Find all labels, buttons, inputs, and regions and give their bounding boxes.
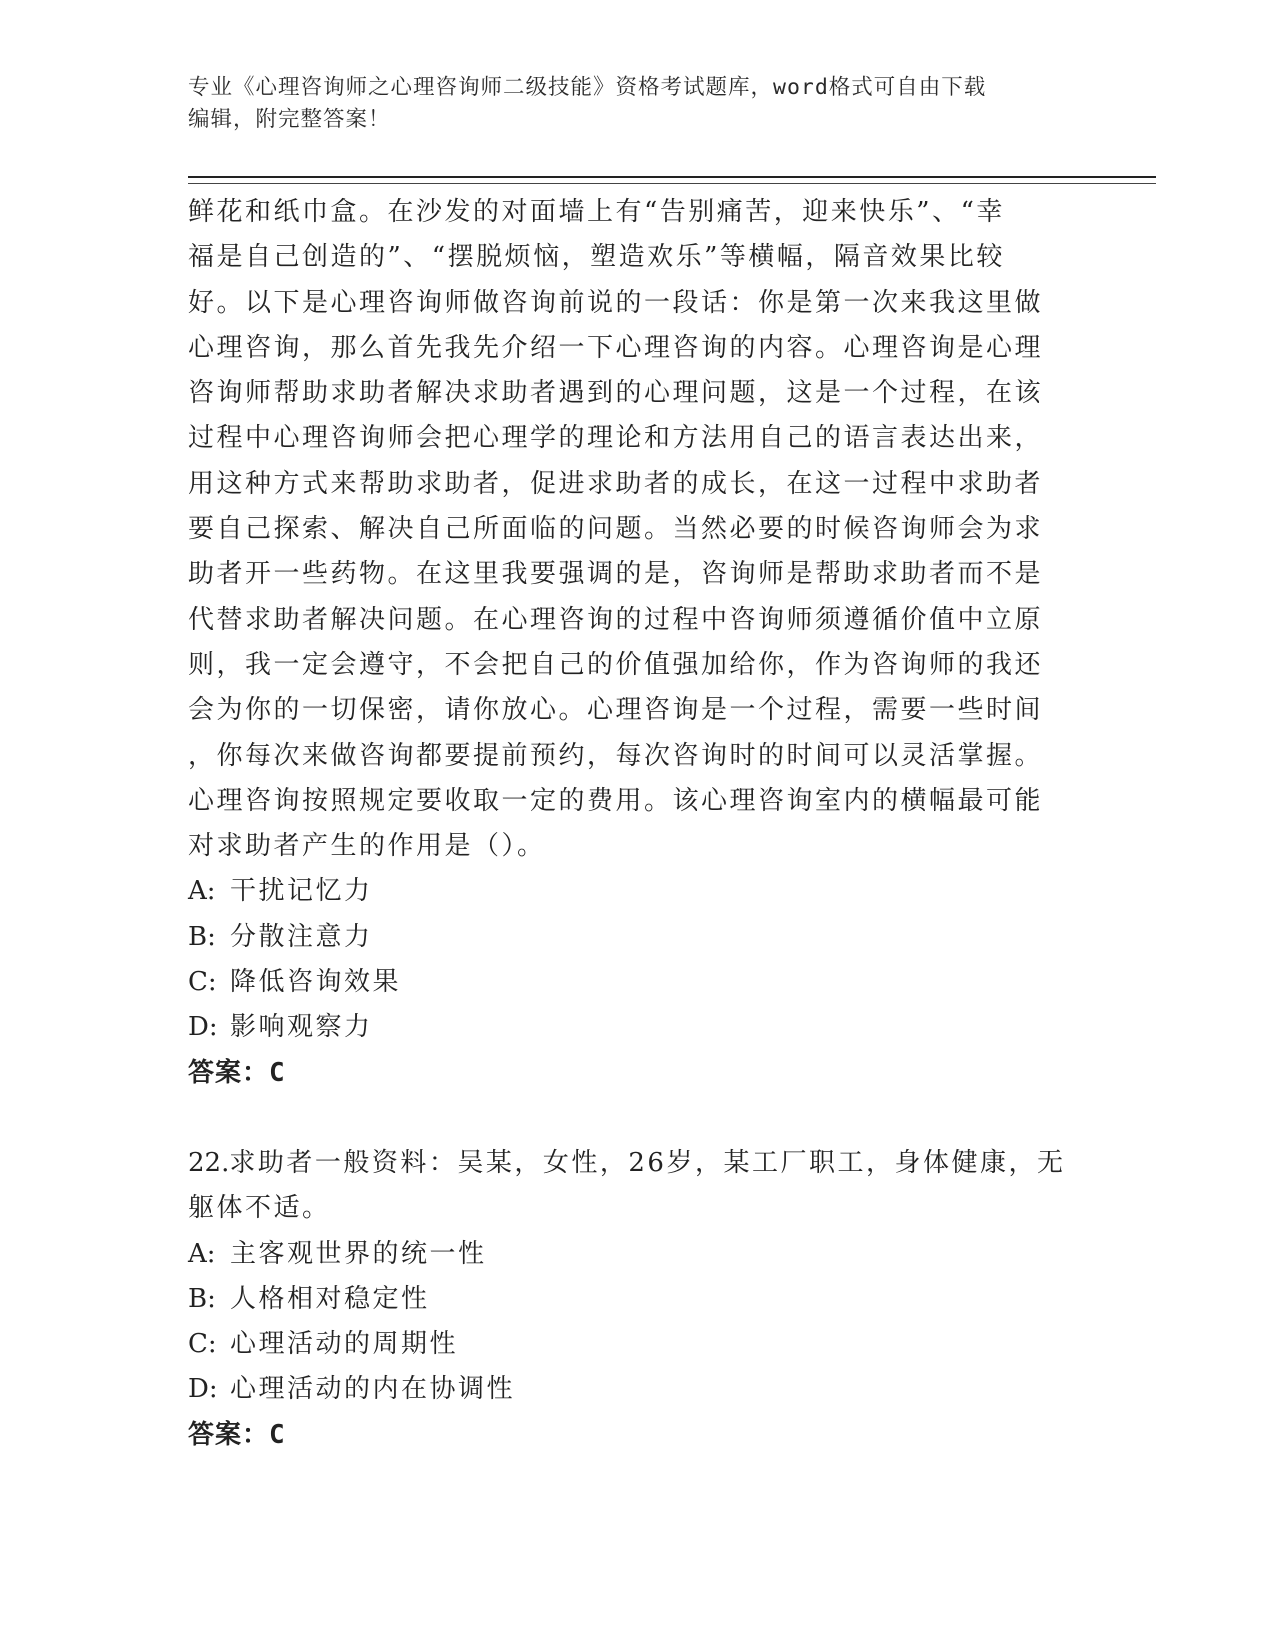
- answer-label: 答案：: [188, 1419, 270, 1450]
- option-letter: D:: [188, 1012, 218, 1043]
- option-letter: A:: [188, 876, 216, 907]
- option-text: 主客观世界的统一性: [230, 1238, 487, 1269]
- stem-line: 鲜花和纸巾盒。在沙发的对面墙上有“告别痛苦，迎来快乐”、“幸: [188, 197, 1005, 227]
- stem-line: 咨询师帮助求助者解决求助者遇到的心理问题，这是一个过程，在该: [188, 378, 1044, 409]
- answer: [188, 1413, 1088, 1458]
- header-divider-thin: [188, 183, 1156, 184]
- option-a: [188, 869, 1088, 914]
- stem-line: 代替求助者解决问题。在心理咨询的过程中咨询师须遵循价值中立原: [188, 604, 1044, 635]
- option-text: 分散注意力: [230, 921, 373, 952]
- option-letter: D:: [188, 1374, 218, 1405]
- answer: [188, 1051, 1088, 1096]
- option-b: [188, 915, 1088, 960]
- stem-line: ，你每次来做咨询都要提前预约，每次咨询时的时间可以灵活掌握。: [188, 740, 1044, 771]
- stem-line: 心理咨询按照规定要收取一定的费用。该心理咨询室内的横幅最可能: [188, 785, 1044, 816]
- question-number: 22.: [188, 1147, 230, 1178]
- stem-line: 要自己探索、解决自己所面临的问题。当然必要的时候咨询师会为求: [188, 514, 1044, 545]
- option-b: [188, 1277, 1088, 1322]
- stem-line: 福是自己创造的”、“摆脱烦恼，塑造欢乐”等横幅，隔音效果比较: [188, 242, 1005, 273]
- option-d: [188, 1005, 1088, 1050]
- option-letter: A:: [188, 1238, 216, 1269]
- answer-value: C: [269, 1057, 286, 1088]
- header-line-1: 专业《心理咨询师之心理咨询师二级技能》资格考试题库，word格式可自由下载: [188, 75, 987, 100]
- document-header: [188, 72, 1068, 136]
- header-divider-thick: [188, 176, 1156, 178]
- stem-line: 对求助者产生的作用是（）。: [188, 831, 546, 862]
- question-spacer: [188, 1096, 1088, 1141]
- question-21-stem: [188, 190, 1088, 869]
- option-text: 心理活动的内在协调性: [230, 1374, 516, 1405]
- stem-line: 助者开一些药物。在这里我要强调的是，咨询师是帮助求助者而不是: [188, 559, 1044, 590]
- stem-line: 则，我一定会遵守，不会把自己的价值强加给你，作为咨询师的我还: [188, 649, 1044, 680]
- question-22-stem-line-1: [188, 1141, 1088, 1186]
- option-letter: B:: [188, 921, 216, 952]
- option-c: [188, 960, 1088, 1005]
- option-a: [188, 1232, 1088, 1277]
- option-letter: C:: [188, 967, 217, 998]
- question-22-stem-line-2: 躯体不适。: [188, 1193, 331, 1224]
- stem-line: 好。以下是心理咨询师做咨询前说的一段话：你是第一次来我这里做: [188, 287, 1044, 318]
- stem-line: 过程中心理咨询师会把心理学的理论和方法用自己的语言表达出来，: [188, 423, 1044, 454]
- option-letter: B:: [188, 1283, 216, 1314]
- stem-line: 心理咨询，那么首先我先介绍一下心理咨询的内容。心理咨询是心理: [188, 332, 1044, 363]
- question-22: [188, 1141, 1088, 1458]
- question-21: [188, 190, 1088, 1096]
- header-line-2: 编辑，附完整答案！: [188, 107, 391, 132]
- option-text: 影响观察力: [230, 1012, 373, 1043]
- option-c: [188, 1322, 1088, 1367]
- option-d: [188, 1367, 1088, 1412]
- option-text: 心理活动的周期性: [230, 1329, 459, 1360]
- option-text: 降低咨询效果: [230, 967, 402, 998]
- stem-line: 会为你的一切保密，请你放心。心理咨询是一个过程，需要一些时间: [188, 695, 1044, 726]
- option-text: 人格相对稳定性: [230, 1283, 430, 1314]
- stem-text: 求助者一般资料：吴某，女性，26岁，某工厂职工，身体健康，无: [229, 1147, 1066, 1178]
- option-letter: C:: [188, 1329, 217, 1360]
- option-text: 干扰记忆力: [230, 876, 373, 907]
- document-body: [188, 190, 1088, 1458]
- answer-label: 答案：: [188, 1057, 270, 1088]
- stem-line: 用这种方式来帮助求助者，促进求助者的成长，在这一过程中求助者: [188, 468, 1044, 499]
- answer-value: C: [269, 1419, 286, 1450]
